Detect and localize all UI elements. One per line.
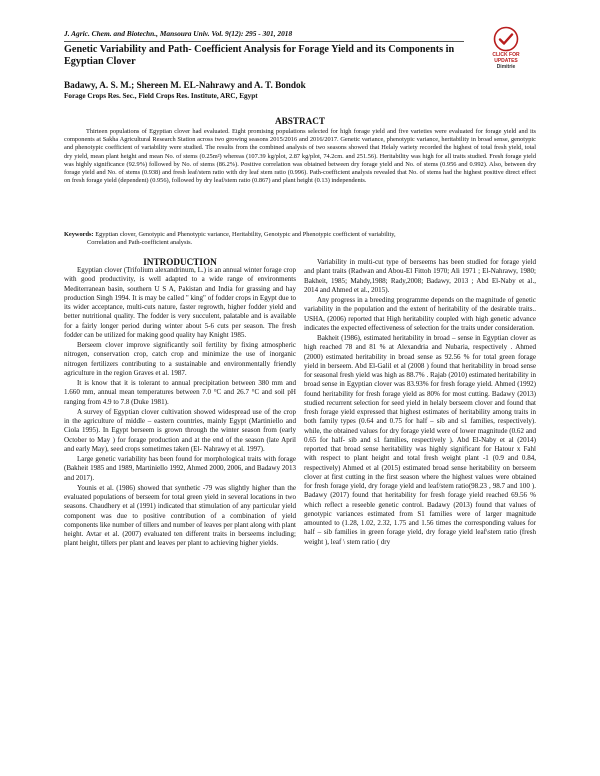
paper-affiliation: Forage Crops Res. Sec., Field Crops Res. Institute, ARC, Egypt: [64, 92, 258, 100]
introduction-heading: INTRODUCTION: [143, 257, 217, 267]
keywords-label: Keywords:: [64, 231, 94, 238]
check-for-updates-badge[interactable]: [482, 26, 530, 84]
badge-line-1: CLICK FOR: [492, 52, 520, 58]
badge-line-3: Dimitrie: [496, 64, 516, 70]
intro-paragraph: Younis et al. (1986) showed that synthetic -79 was slightly higher than the evaluated populations of berseem for total green yield in several locations in two seasons. Chaudhery et al (1991) indicated that stimulation of any particular yield component was due to positive contribution of a combination of yield components like number of tillers and number of leaves per plant along with plant height. Avtar et al. (2007) evaluated ten different traits in berseems including; plant height, tillers per plant and leaves per plant to achieving higher yields.: [64, 483, 296, 548]
intro-paragraph: A survey of Egyptian clover cultivation showed widespread use of the crop in the agriculture of middle – eastern countries, mainly Egypt (Martiniello and Ciola 1995). In Egypt berseem is grown through the winter season from (early October to May ) for forage production and at the end of the season (late April and early May), seed crops sometimes taken (El- Nahrawy et al. 1997).: [64, 407, 296, 453]
abstract-heading: ABSTRACT: [274, 116, 326, 126]
crossmark-icon: [493, 26, 519, 52]
intro-paragraph: Berseem clover improve significantly soil fertility by fixing atmospheric nitrogen, conservation crop, catch crop and minimize the use of inorganic nitrogen fertilizers contributing to a sustainable and environmentally friendly agriculture in the region Graves et al. 1987.: [64, 341, 296, 377]
intro-paragraph: Egyptian clover (Trifolium alexandrinum, L.) is an annual winter forage crop with good productivity, is well adapted to a wide range of environments Mediterranean basin, southern U S A, Pakistan and India for grassing and hay production Singh 1994. It is may be called " king" of fodder crops in Egypt due to its wider acceptance, multi-cuts nature, faster regrowth, higher fodder yield and better nutritional quality. The fodder is very succulent, palatable and is available for a fairly longer period during winter about 5-6 cuts per season. The fresh fodder can be utilized for making good quality hay Knight 1985.: [64, 266, 296, 339]
abstract-body: [64, 128, 536, 185]
header-divider: [64, 41, 464, 42]
right-column: [304, 258, 536, 548]
intro-paragraph: It is know that it is tolerant to annual precipitation between 380 mm and 1.660 mm, annual mean temperatures between 7.0 °C and 26.7 °C and soil pH ranging from 4.9 to 7.8 (Duke 1981).: [64, 379, 296, 406]
keywords-continuation: Correlation and Path-coefficient analysis.: [87, 239, 193, 247]
badge-line-2: UPDATES: [494, 58, 518, 64]
intro-paragraph: Any progress in a breeding programme depends on the magnitude of genetic variability in the population and the extent of heritability of the desirable traits.. USHA, (2006) reported that High heritability coupled with high genetic advance indicates the expected effectiveness of selection for the traits under consideration.: [304, 296, 536, 332]
abstract-paragraph: Thirteen populations of Egyptian clover had evaluated. Eight promising populations selected for high forage yield and five varieties were evaluated for forage yield and its components at Sakha Agricultural Research Station across two growing seasons 2015/2016 and 2016/2017. Genetic variance, phenotypic variance, heritability in broad sense, genotypic and phenotypic coefficient of variability were studied. The results from the combined analysis of two seasons showed that Helaly variety recorded the highest of total fresh yield, total dry yield, mean plant height and mean No. of stems (0.25m²) whereas (107.39 kg/plot, 2.87 kg/plot, 74.2cm. and 251.56). Heritability was high for all traits studied. Fresh forage yield was highly significance (92.9%) followed by No. of stems (86.2%). Positive correlation was obtained between dry forage yield and No. of stems (0.956 and 0.992). Also, between dry forage yield and No. of stems (0.938) and fresh leaf/stem ratio with dry leaf stem ratio (0.996). Path-coefficient analysis revealed that No. of stems had the highest positive direct effect on fresh forage yield (dependent) (0.956), followed by dry leaf/stem ratio (0.867) and plant height (0.13) independents.: [64, 128, 536, 185]
intro-paragraph: Bakheit (1986), estimated heritability in broad – sense in Egyptian clover as high reached 78 and 81 % at Alexandria and Nubaria, respectively . Ahmed (2000) estimated heritability in broad sense as 92.56 % for total green forage yield in berseem. Abd El-Galil et al (2008 ) found that heritability in broad sense for seasonal fresh yield was high as 88.7% . Rajab (2010) estimated heritability in broad sense in Egyptian clover was 83.93% for fresh forage yield. Ahmed (1992) found heritability for fresh forage yield as 80% for most cutting. Badawy (2013) studied recurrent selection for seed yield in helaly berseem clover and found that fresh forage yield expressed that highest estimates of heritability among traits in both family types (0.64 and 0.75 for half – sib and s1 families, respectively). while, the obtained values for dry forage yield were of lower magnitude (0.62 and 0.65 for half- sib and s1 families, respectively ). Abd El-Naby et al (2014) reported that broad sense heritability was highly significant for Hatour x Fahl with respect to plant height and total fresh weight plant -1 (0.9 and 0.84, respectively) Ahmed et al (2015) estimated broad sense heritability on berseem clover at first cutting in the first season where the highest values were obtained for fresh forage yield, dry forage yield and leaf/stem ratio(98.23 , 98.7 and 100 ). Badawy (2017) found that heritability for fresh forage yield reached 69.56 % which reflect a reseeble genetic control. Badawy (2013) found that values of genotypic variances estimated from S1 families were of larger magnitude amounted to (1.28, 1.02, 2.32, 1.75 and 1.56 times the corresponding values for half – sib families in green forage yield, dry forage yield leaf\stem ratio (fresh weight ), leaf \ stem ratio ( dry: [304, 334, 536, 546]
journal-header: J. Agric. Chem. and Biotechn., Mansoura Univ. Vol. 9(12): 295 - 301, 2018: [64, 29, 293, 38]
left-column: [64, 266, 296, 550]
keywords: [64, 231, 536, 247]
intro-paragraph: Variability in multi-cut type of berseems has been studied for forage yield and plant traits (Radwan and Abou-El Fittoh 1970; Ali 1971 ; El-Nahrawy, 1980; Bakheit, 1985; Mahdy,1988; Rady,2008; Badawy, 2013 ; Abd El-Naby et al., 2014 and Ahmed et al., 2015).: [304, 258, 536, 294]
intro-paragraph: Large genetic variability has been found for morphological traits with forage (Bakheit 1985 and 1989, Martiniello 1992, Ahmed 2000, 2006, and Badawy 2013 and 2017).: [64, 455, 296, 482]
keywords-text: Egyptian clover, Genotypic and Phenotypic variance, Heritability, Genotypic and Phenotypic coefficient of variability,: [95, 231, 396, 238]
paper-authors: Badawy, A. S. M.; Shereen M. EL-Nahrawy and A. T. Bondok: [64, 80, 306, 90]
paper-title: Genetic Variability and Path- Coefficient Analysis for Forage Yield and its Components in Egyptian Clover: [64, 44, 455, 67]
